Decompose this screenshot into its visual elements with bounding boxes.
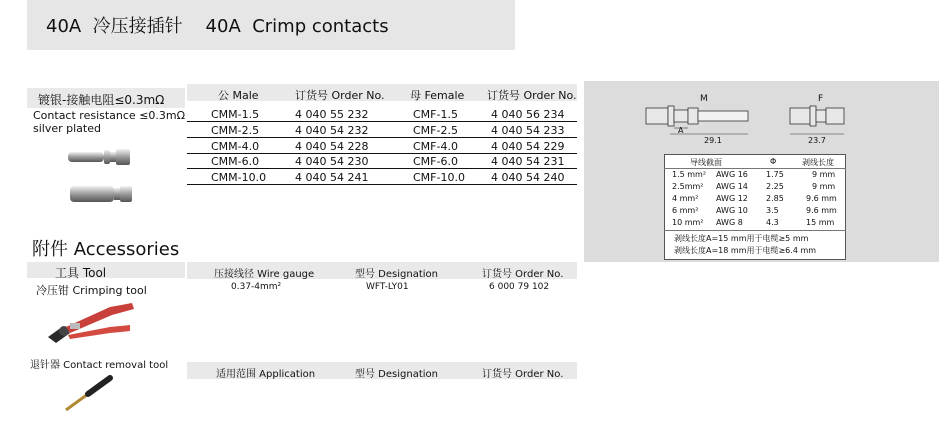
table-cell: CMM-6.0 xyxy=(211,155,260,168)
dim-cell: 2.5mm² xyxy=(672,182,704,191)
table-cell: 4 040 54 228 xyxy=(295,140,369,153)
crimping-tool-image xyxy=(40,297,140,349)
dim-cell: 9.6 mm xyxy=(806,206,837,215)
table-cell: CMM-10.0 xyxy=(211,171,267,184)
table-cell: CMF-2.5 xyxy=(413,124,458,137)
header-male: 公 Male xyxy=(218,89,259,102)
dim-cell: 1.5 mm² xyxy=(672,170,707,179)
dim-cell: AWG 12 xyxy=(716,194,748,203)
dim-cell: 2.85 xyxy=(766,194,784,203)
table-cell: WFT-LY01 xyxy=(366,282,409,292)
dim-header-strip-length: 剥线长度 xyxy=(802,158,834,167)
dim-cell: 2.25 xyxy=(766,182,784,191)
table-cell: CMM-2.5 xyxy=(211,124,260,137)
dim-cell: AWG 14 xyxy=(716,182,748,191)
header-order-no-female: 订货号 Order No. xyxy=(487,89,577,102)
row-divider xyxy=(187,168,577,169)
dim-cell: 10 mm² xyxy=(672,218,704,227)
header-order-no-male: 订货号 Order No. xyxy=(295,89,385,102)
table-cell: 6 000 79 102 xyxy=(489,282,550,292)
dim-note-1: 剥线长度A=15 mm用于电缆≥5 mm xyxy=(674,234,809,243)
label-female: F xyxy=(818,94,824,104)
dim-cell: 6 mm² xyxy=(672,206,699,215)
table-cell: CMF-4.0 xyxy=(413,140,458,153)
female-pin-image xyxy=(66,181,136,209)
header-female: 母 Female xyxy=(410,89,465,102)
table-cell: CMM-1.5 xyxy=(211,108,260,121)
header-order-no: 订货号 Order No. xyxy=(482,369,564,380)
dim-cell: AWG 10 xyxy=(716,206,748,215)
dim-female-length: 23.7 xyxy=(808,136,826,145)
page-title: 40A 冷压接插针 40A Crimp contacts xyxy=(46,16,389,37)
tool-label: 工具 Tool xyxy=(55,266,107,280)
header-application: 适用范围 Application xyxy=(216,369,316,380)
table-cell: 4 040 54 231 xyxy=(491,155,565,168)
contact-drawing xyxy=(640,96,880,150)
dim-cell: 9.6 mm xyxy=(806,194,837,203)
contact-spec-line2: silver plated xyxy=(33,122,101,135)
label-male: M xyxy=(700,94,708,104)
table-cell: 4 040 54 233 xyxy=(491,124,565,137)
table-cell: 0.37-4mm² xyxy=(231,282,282,292)
table-cell: CMF-6.0 xyxy=(413,155,458,168)
dim-cell: 3.5 xyxy=(766,206,779,215)
dim-note-2: 剥线长度A=18 mm用于电缆≥6.4 mm xyxy=(674,246,817,255)
dim-cell: 1.75 xyxy=(766,170,784,179)
header-order-no: 订货号 Order No. xyxy=(482,269,564,280)
dim-divider xyxy=(664,230,846,231)
dim-cell: 4 mm² xyxy=(672,194,699,203)
table-cell: 4 040 55 232 xyxy=(295,108,369,121)
table-cell: 4 040 56 234 xyxy=(491,108,565,121)
table-cell: CMF-1.5 xyxy=(413,108,458,121)
removal-tool-label: 退针器 Contact removal tool xyxy=(30,360,169,371)
header-wire-gauge: 压接线径 Wire gauge xyxy=(214,269,315,280)
dim-cell: 15 mm xyxy=(806,218,835,227)
male-pin-image xyxy=(64,143,134,173)
accessories-heading: 附件 Accessories xyxy=(32,239,180,260)
removal-tool-image xyxy=(58,372,118,416)
label-a: A xyxy=(678,126,684,135)
row-divider xyxy=(187,153,577,154)
row-divider xyxy=(187,121,577,122)
table-cell: 4 040 54 240 xyxy=(491,171,565,184)
table-cell: 4 040 54 232 xyxy=(295,124,369,137)
header-designation: 型号 Designation xyxy=(355,269,438,280)
dim-cell: 4.3 xyxy=(766,218,779,227)
dim-cell: 9 mm xyxy=(812,182,836,191)
dim-male-length: 29.1 xyxy=(704,136,722,145)
dim-cell: AWG 16 xyxy=(716,170,748,179)
table-cell: CMF-10.0 xyxy=(413,171,465,184)
table-cell: 4 040 54 230 xyxy=(295,155,369,168)
table-cell: 4 040 54 241 xyxy=(295,171,369,184)
contact-spec-title: 镀银-接触电阻≤0.3mΩ xyxy=(38,93,165,107)
row-divider xyxy=(187,137,577,138)
header-designation: 型号 Designation xyxy=(355,369,438,380)
dim-cell: 9 mm xyxy=(812,170,836,179)
row-divider xyxy=(187,184,577,185)
contact-spec-line1: Contact resistance ≤0.3mΩ xyxy=(33,109,186,122)
crimping-tool-label: 冷压钳 Crimping tool xyxy=(36,284,147,297)
dim-divider xyxy=(664,168,846,169)
table-cell: CMM-4.0 xyxy=(211,140,260,153)
dim-header-diameter: Φ xyxy=(770,157,777,166)
dim-header-cross-section: 导线截面 xyxy=(690,158,722,167)
table-cell: 4 040 54 229 xyxy=(491,140,565,153)
dim-cell: AWG 8 xyxy=(716,218,743,227)
